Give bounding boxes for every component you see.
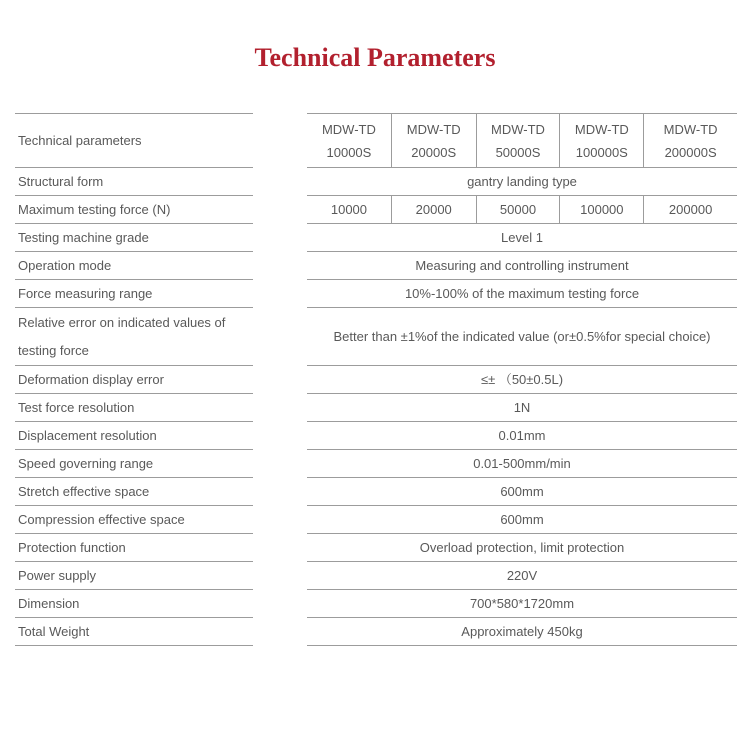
- model-number: 20000S: [411, 144, 457, 160]
- page-title: Technical Parameters: [254, 43, 496, 72]
- value-row-operation-mode: [307, 252, 737, 280]
- param-value: Level 1: [501, 229, 543, 245]
- model-series: MDW-TD: [321, 121, 376, 137]
- param-value: 600mm: [500, 483, 544, 499]
- param-value: Overload protection, limit protection: [419, 539, 625, 555]
- value-row-stretch-space: [307, 478, 737, 506]
- param-label: Force measuring range: [18, 285, 153, 301]
- param-label: Relative error on indicated values of testing force: [18, 314, 226, 358]
- param-label: Stretch effective space: [18, 483, 150, 499]
- model-header-cell: [559, 114, 643, 167]
- column-gap: [253, 113, 307, 646]
- param-value: 220V: [506, 567, 538, 583]
- param-row-speed-governing-range: [15, 450, 253, 478]
- model-series: MDW-TD: [574, 121, 629, 137]
- value-row-total-weight: [307, 618, 737, 646]
- model-number: 50000S: [495, 144, 541, 160]
- force-values-row: [307, 196, 737, 224]
- force-value-cell: 10000: [330, 202, 368, 217]
- param-row-structural-form: [15, 168, 253, 196]
- param-row-machine-grade: [15, 224, 253, 252]
- param-label: Dimension: [18, 595, 80, 611]
- model-header-cell: [307, 114, 391, 167]
- param-label: Compression effective space: [18, 511, 185, 527]
- param-row-max-testing-force: [15, 196, 253, 224]
- param-row-protection-function: [15, 534, 253, 562]
- parameter-labels-column: [15, 113, 253, 646]
- force-value-cell: 100000: [559, 196, 643, 223]
- force-value-cell: 50000: [476, 196, 560, 223]
- param-value: 10%-100% of the maximum testing force: [404, 285, 640, 301]
- model-series: MDW-TD: [406, 121, 461, 137]
- param-label: Power supply: [18, 567, 97, 583]
- model-header-cell: [391, 114, 476, 167]
- corner-header-label: Technical parameters: [18, 132, 142, 148]
- value-row-power-supply: [307, 562, 737, 590]
- param-label: Displacement resolution: [18, 427, 157, 443]
- param-row-stretch-space: [15, 478, 253, 506]
- force-value-cell: 20000: [391, 196, 476, 223]
- param-value: 0.01-500mm/min: [473, 455, 571, 471]
- model-header-cell: [643, 114, 737, 167]
- param-value: Better than ±1%of the indicated value (or±0.5%for special choice): [333, 328, 711, 344]
- value-row-machine-grade: [307, 224, 737, 252]
- param-label: Total Weight: [18, 623, 90, 639]
- value-row-deformation-error: [307, 366, 737, 394]
- param-row-test-force-resolution: [15, 394, 253, 422]
- param-value: 600mm: [500, 511, 544, 527]
- value-row-test-force-resolution: [307, 394, 737, 422]
- value-row-displacement-resolution: [307, 422, 737, 450]
- param-value: 1N: [513, 399, 531, 415]
- param-row-operation-mode: [15, 252, 253, 280]
- value-row-dimension: [307, 590, 737, 618]
- param-row-total-weight: [15, 618, 253, 646]
- value-row-compression-space: [307, 506, 737, 534]
- param-value: 700*580*1720mm: [469, 595, 575, 611]
- param-label: Test force resolution: [18, 399, 135, 415]
- param-row-compression-space: [15, 506, 253, 534]
- param-row-dimension: [15, 590, 253, 618]
- model-number: 200000S: [664, 144, 717, 160]
- model-series: MDW-TD: [491, 121, 545, 137]
- model-header-cell: [476, 114, 560, 167]
- force-value-cell: 200000: [643, 196, 737, 223]
- param-label: Protection function: [18, 539, 126, 555]
- value-row-relative-error: [307, 308, 737, 366]
- value-row-protection-function: [307, 534, 737, 562]
- model-number: 10000S: [326, 144, 372, 160]
- param-label: Operation mode: [18, 257, 112, 273]
- param-row-relative-error: [15, 308, 253, 366]
- param-value: ≤± （50±0.5L): [480, 371, 564, 387]
- param-label: Maximum testing force (N): [18, 201, 171, 217]
- param-value: gantry landing type: [467, 173, 577, 189]
- model-number: 100000S: [575, 144, 628, 160]
- param-label: Structural form: [18, 173, 104, 189]
- param-row-deformation-error: [15, 366, 253, 394]
- param-label: Testing machine grade: [18, 229, 149, 245]
- value-row-structural-form: [307, 168, 737, 196]
- model-header-row: [307, 114, 737, 168]
- param-value: 0.01mm: [498, 427, 546, 443]
- param-label: Deformation display error: [18, 371, 164, 387]
- value-row-force-measuring-range: [307, 280, 737, 308]
- param-row-power-supply: [15, 562, 253, 590]
- value-row-speed-governing-range: [307, 450, 737, 478]
- technical-parameters-table: [15, 113, 737, 646]
- parameter-values-column: [307, 113, 737, 646]
- corner-header-row: [15, 114, 253, 168]
- model-series: MDW-TD: [663, 121, 718, 137]
- param-value: Approximately 450kg: [461, 623, 583, 639]
- param-row-displacement-resolution: [15, 422, 253, 450]
- param-row-force-measuring-range: [15, 280, 253, 308]
- param-value: Measuring and controlling instrument: [415, 257, 629, 273]
- param-label: Speed governing range: [18, 455, 154, 471]
